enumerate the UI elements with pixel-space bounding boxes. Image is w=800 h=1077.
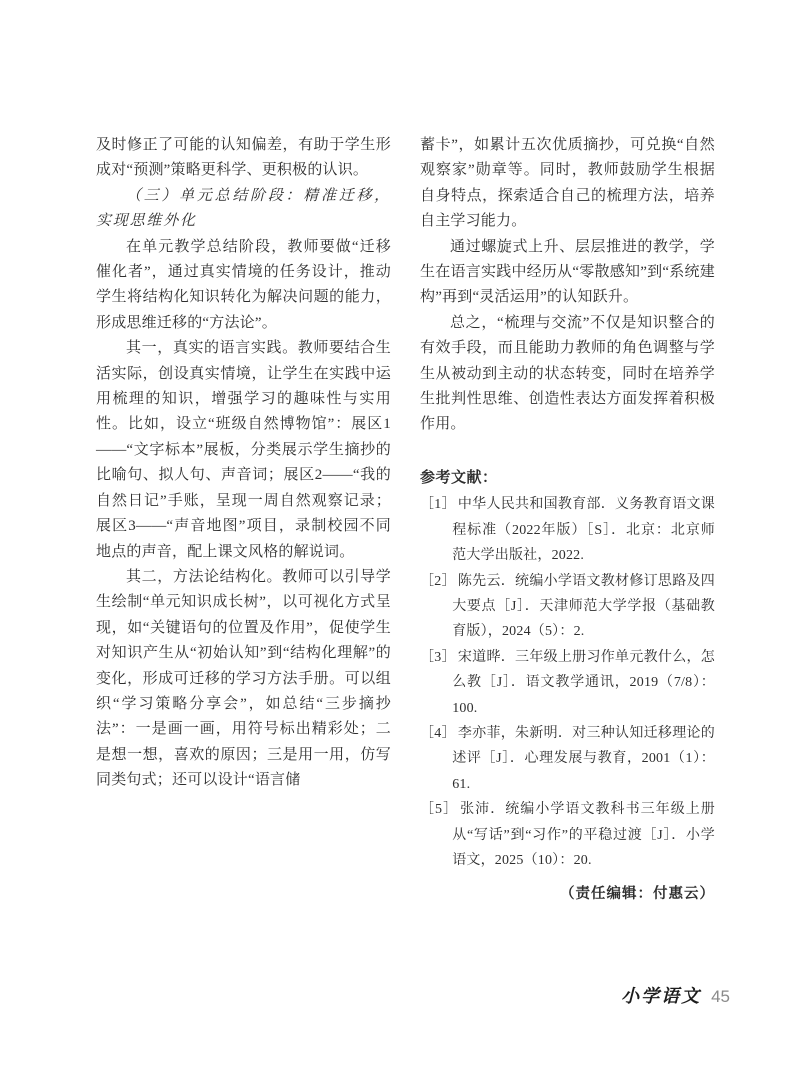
reference-label: ［5］ (420, 802, 459, 818)
left-column (96, 133, 391, 794)
reference-item (420, 721, 715, 797)
page-number: 45 (711, 987, 730, 1006)
paragraph-continuation: 蓄卡”，如累计五次优质摘抄，可兑换“自然观察家”勋章等。同时，教师鼓励学生根据自身特点，探索适合自己的梳理方法，培养自主学习能力。 (420, 137, 715, 230)
page-footer (621, 982, 730, 1008)
reference-item (420, 492, 715, 568)
reference-item (420, 569, 715, 645)
journal-logotype: 小学语文 (621, 986, 702, 1006)
reference-label: ［3］ (420, 649, 456, 665)
reference-label: ［2］ (420, 573, 456, 589)
reference-text: 李亦菲，朱新明．对三种认知迁移理论的述评［J］．心理发展与教育，2001（1）：61. (452, 725, 715, 792)
paragraph: 总之，“梳理与交流”不仅是知识整合的有效手段，而且能助力教师的角色调整与学生从被动到主动的状态转变，同时在培养学生批判性思维、创造性表达方面发挥着积极作用。 (420, 314, 715, 433)
paragraph-continuation: 及时修正了可能的认知偏差，有助于学生形成对“预测”策略更科学、更积极的认识。 (96, 137, 391, 179)
paragraph: 其一，真实的语言实践。教师要结合生活实际，创设真实情境，让学生在实践中运用梳理的知识，增强学习的趣味性与实用性。比如，设立“班级自然博物馆”：展区1——“文字标本”展板，分类展示学生摘抄的比喻句、拟人句、声音词；展区2——“我的自然日记”手账，呈现一周自然观察记录；展区3——“声音地图”项目，录制校园不同地点的声音，配上课文风格的解说词。 (96, 340, 391, 560)
reference-text: 张沛．统编小学语文教科书三年级上册从“写话”到“习作”的平稳过渡［J］．小学语文，2025（10）：20. (452, 802, 715, 868)
right-column (420, 133, 715, 908)
references-heading: 参考文献： (420, 468, 498, 486)
reference-label: ［1］ (420, 497, 456, 513)
reference-text: 陈先云．统编小学语文教材修订思路及四大要点［J］．天津师范大学学报（基础教育版），2024（5）：2. (452, 573, 715, 640)
reference-item (420, 797, 715, 873)
reference-text: 宋道晔．三年级上册习作单元教什么，怎么教［J］．语文教学通讯，2019（7/8）：100. (452, 649, 715, 716)
editor-note: （责任编辑：付惠云） (560, 886, 715, 903)
paragraph: 在单元教学总结阶段，教师要做“迁移催化者”，通过真实情境的任务设计，推动学生将结构化知识转化为解决问题的能力，形成思维迁移的“方法论”。 (96, 238, 391, 331)
reference-label: ［4］ (420, 725, 456, 741)
reference-item (420, 645, 715, 721)
paragraph: 通过螺旋式上升、层层推进的教学，学生在语言实践中经历从“零散感知”到“系统建构”再到“灵活运用”的认知跃升。 (420, 238, 715, 306)
section-heading: （三）单元总结阶段：精准迁移，实现思维外化 (96, 187, 391, 230)
paragraph: 其二，方法论结构化。教师可以引导学生绘制“单元知识成长树”，以可视化方式呈现，如“关键语句的位置及作用”，促使学生对知识产生从“初始认知”到“结构化理解”的变化，形成可迁移的学习方法手册。可以组织“学习策略分享会”，如总结“三步摘抄法”：一是画一画，用符号标出精彩处；二是想一想，喜欢的原因；三是用一用，仿写同类句式；还可以设计“语言储 (96, 568, 391, 789)
reference-text: 中华人民共和国教育部．义务教育语文课程标准（2022年版）［S］．北京：北京师范大学出版社，2022. (452, 497, 715, 564)
